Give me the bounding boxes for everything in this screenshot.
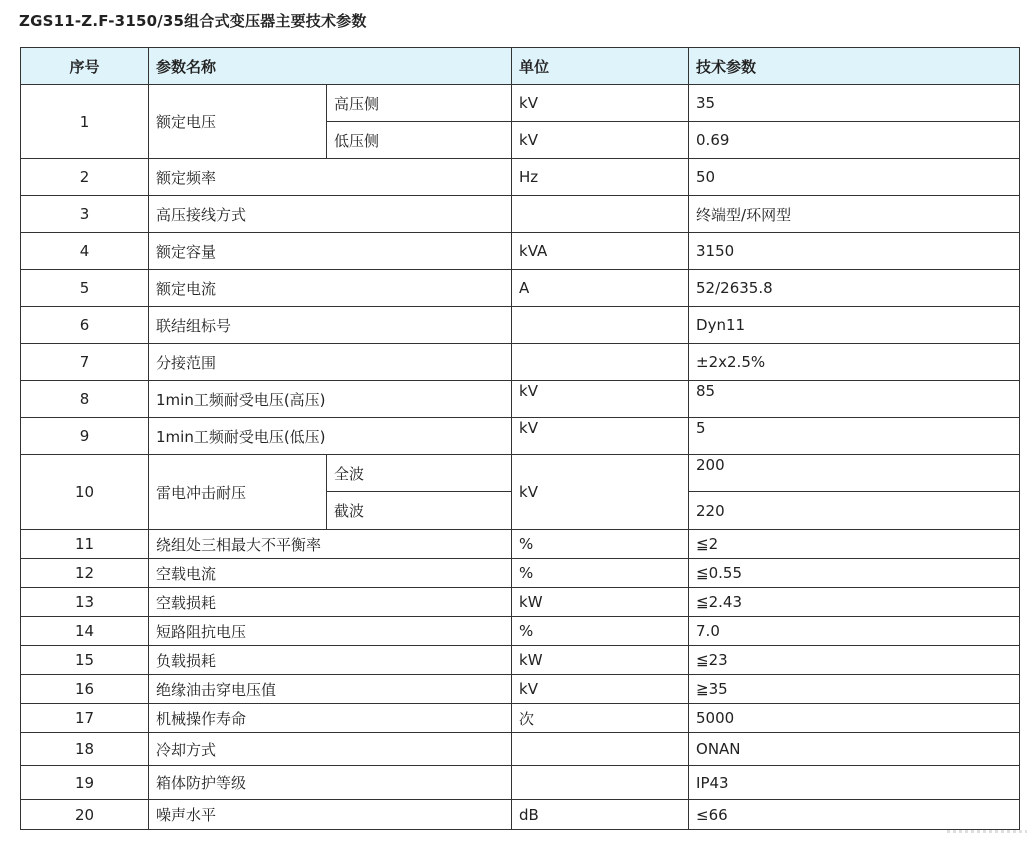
param-name: 噪声水平 [149,800,512,830]
param-unit: kVA [512,233,689,270]
param-name: 绝缘油击穿电压值 [149,675,512,704]
param-unit: % [512,530,689,559]
param-unit [512,344,689,381]
param-value: 5 [689,418,1020,455]
param-unit: Hz [512,159,689,196]
header-unit: 单位 [512,48,689,85]
param-value: ≧35 [689,675,1020,704]
table-row [21,530,1020,559]
row-index: 12 [21,559,149,588]
watermark-mark [947,830,1027,833]
param-unit [512,733,689,766]
param-unit: 次 [512,704,689,733]
header-index: 序号 [21,48,149,85]
param-name: 分接范围 [149,344,512,381]
param-value: 终端型/环网型 [689,196,1020,233]
row-index: 14 [21,617,149,646]
row-index: 11 [21,530,149,559]
param-name: 短路阻抗电压 [149,617,512,646]
spec-table [20,47,1020,830]
param-unit: kW [512,646,689,675]
param-sub-label: 低压侧 [327,122,512,159]
table-row [21,418,1020,455]
table-row [21,704,1020,733]
table-row [21,588,1020,617]
param-value: Dyn11 [689,307,1020,344]
table-row [21,270,1020,307]
param-value: 0.69 [689,122,1020,159]
page-title: ZGS11-Z.F-3150/35组合式变压器主要技术参数 [19,12,367,30]
row-index: 5 [21,270,149,307]
param-value: 85 [689,381,1020,418]
table-row [21,381,1020,418]
param-unit: kV [512,85,689,122]
param-unit: kW [512,588,689,617]
param-value: 220 [689,492,1020,530]
param-name: 1min工频耐受电压(高压) [149,381,512,418]
table-row [21,559,1020,588]
param-sub-label: 高压侧 [327,85,512,122]
row-index: 20 [21,800,149,830]
row-index: 15 [21,646,149,675]
param-unit: kV [512,418,689,455]
table-row [21,617,1020,646]
table-row [21,196,1020,233]
param-name: 额定容量 [149,233,512,270]
param-value: ≦2.43 [689,588,1020,617]
param-value: 50 [689,159,1020,196]
table-row [21,344,1020,381]
param-value: ≤66 [689,800,1020,830]
row-index: 8 [21,381,149,418]
table-row [21,159,1020,196]
param-value: ONAN [689,733,1020,766]
row-index: 7 [21,344,149,381]
param-unit [512,766,689,800]
row-index: 9 [21,418,149,455]
param-name: 空载电流 [149,559,512,588]
row-index: 18 [21,733,149,766]
param-value: 52/2635.8 [689,270,1020,307]
param-sub-label: 截波 [327,492,512,530]
param-sub-label: 全波 [327,455,512,492]
row-index: 3 [21,196,149,233]
param-name: 负载损耗 [149,646,512,675]
row-index: 2 [21,159,149,196]
param-unit: dB [512,800,689,830]
header-param-name: 参数名称 [149,48,512,85]
param-unit: kV [512,675,689,704]
table-row [21,307,1020,344]
param-unit: kV [512,122,689,159]
row-index: 16 [21,675,149,704]
param-unit: % [512,617,689,646]
table-row [21,233,1020,270]
param-unit [512,196,689,233]
param-name: 雷电冲击耐压 [149,455,327,530]
table-header-row [21,48,1020,85]
row-index: 4 [21,233,149,270]
table-row [21,766,1020,800]
row-index: 13 [21,588,149,617]
param-name: 额定频率 [149,159,512,196]
param-value: 35 [689,85,1020,122]
param-name: 箱体防护等级 [149,766,512,800]
param-name: 冷却方式 [149,733,512,766]
param-unit [512,307,689,344]
param-unit: kV [512,455,689,530]
param-name: 高压接线方式 [149,196,512,233]
param-value: IP43 [689,766,1020,800]
param-unit: kV [512,381,689,418]
param-name: 联结组标号 [149,307,512,344]
param-name: 额定电流 [149,270,512,307]
param-value: ≦2 [689,530,1020,559]
param-value: 3150 [689,233,1020,270]
header-value: 技术参数 [689,48,1020,85]
param-value: 5000 [689,704,1020,733]
param-name: 额定电压 [149,85,327,159]
row-index: 6 [21,307,149,344]
table-row [21,733,1020,766]
row-index: 1 [21,85,149,159]
param-value: ≦0.55 [689,559,1020,588]
table-row [21,675,1020,704]
table-row [21,800,1020,830]
row-index: 19 [21,766,149,800]
param-value: 7.0 [689,617,1020,646]
table-row [21,455,1020,492]
param-unit: % [512,559,689,588]
param-unit: A [512,270,689,307]
table-row [21,85,1020,122]
param-name: 绕组处三相最大不平衡率 [149,530,512,559]
param-name: 空载损耗 [149,588,512,617]
row-index: 17 [21,704,149,733]
param-value: 200 [689,455,1020,492]
param-value: ≦23 [689,646,1020,675]
table-row [21,646,1020,675]
param-value: ±2x2.5% [689,344,1020,381]
param-name: 机械操作寿命 [149,704,512,733]
row-index: 10 [21,455,149,530]
param-name: 1min工频耐受电压(低压) [149,418,512,455]
